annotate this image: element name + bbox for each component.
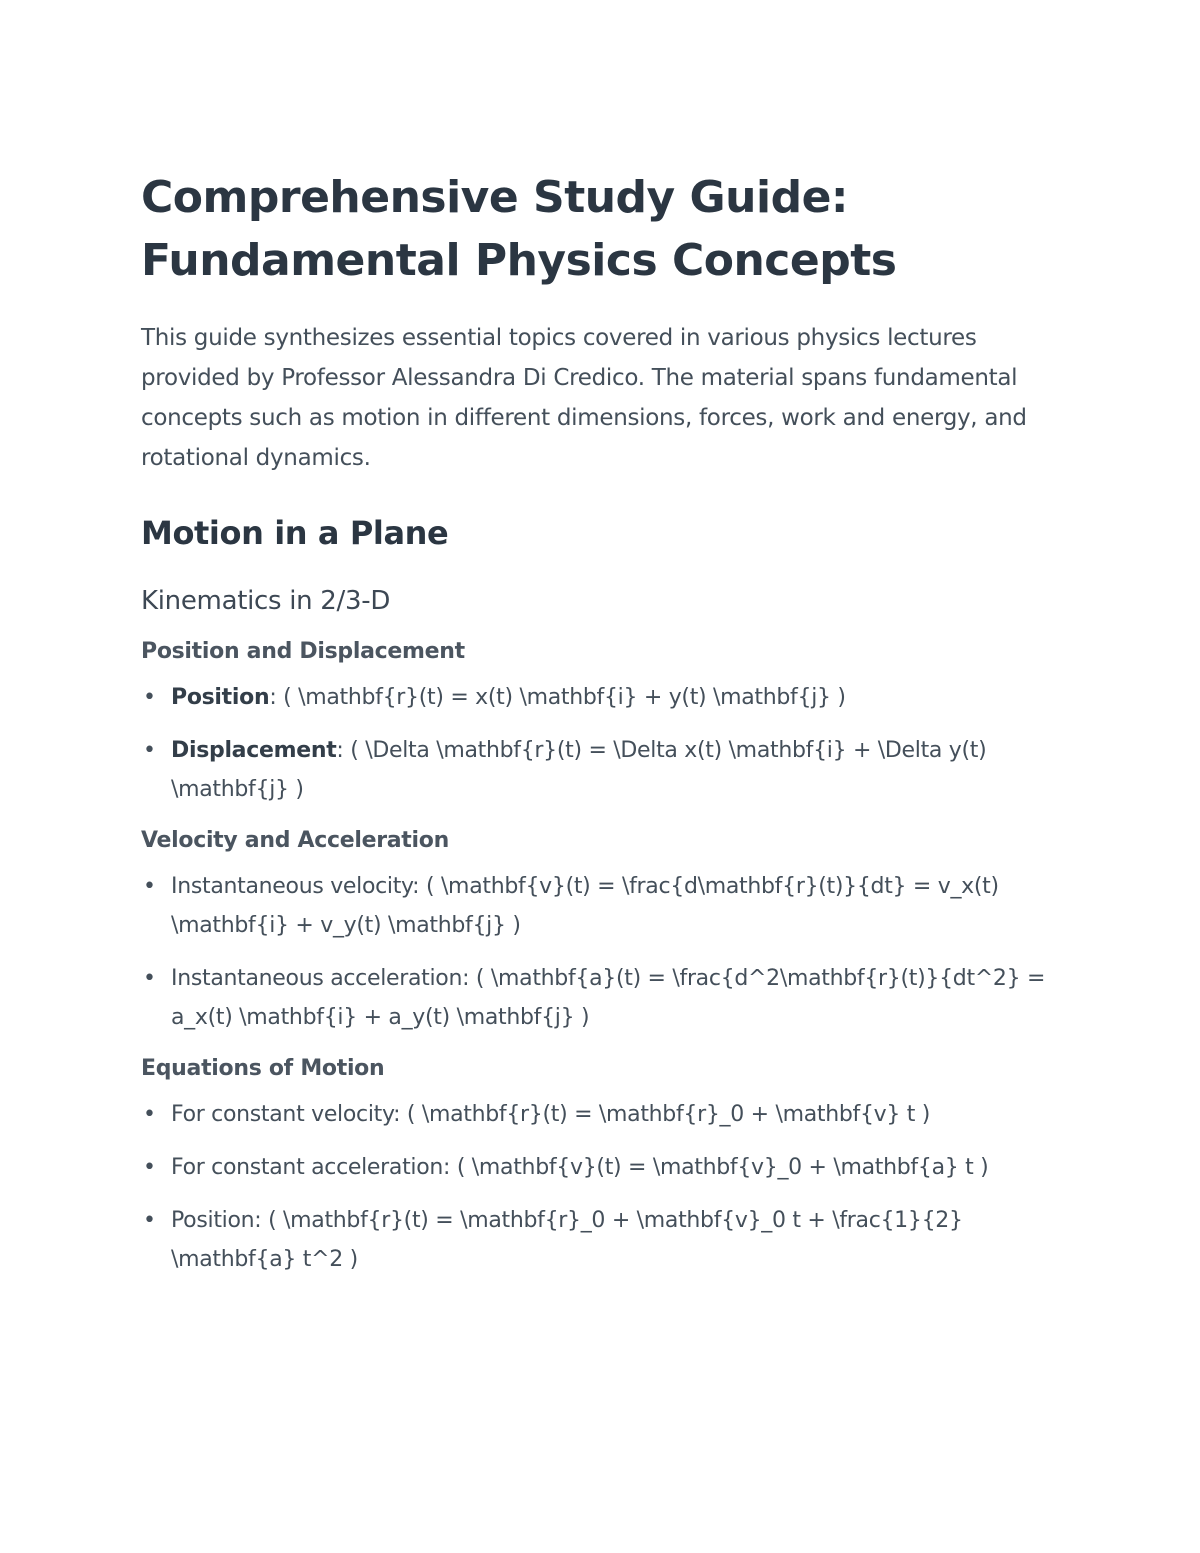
list-item <box>141 731 1050 809</box>
group-heading-velocity-acceleration: Velocity and Acceleration <box>141 828 449 853</box>
bullet-icon: • <box>143 874 156 899</box>
title-line-1: Comprehensive Study Guide: <box>141 172 849 223</box>
bullet-icon: • <box>143 1155 156 1180</box>
list-item <box>141 678 1050 717</box>
bullet-icon: • <box>143 1102 156 1127</box>
item-separator: : <box>269 685 284 710</box>
list-equations-of-motion <box>141 1095 1050 1279</box>
list-item <box>141 867 1050 945</box>
list-item <box>141 1201 1050 1279</box>
section-heading: Motion in a Plane <box>141 514 449 552</box>
bullet-icon: • <box>143 966 156 991</box>
item-text: Instantaneous acceleration: ( \mathbf{a}(t) = \frac{d^2\mathbf{r}(t)}{dt^2} = a_x(t) \mathbf{i} + a_y(t) \mathbf{j} ) <box>171 966 1046 1030</box>
group-heading-equations-of-motion: Equations of Motion <box>141 1056 385 1081</box>
group-heading-position-displacement: Position and Displacement <box>141 639 465 664</box>
item-text: For constant velocity: ( \mathbf{r}(t) = \mathbf{r}_0 + \mathbf{v} t ) <box>171 1102 931 1127</box>
document-title <box>141 166 1050 292</box>
bullet-icon: • <box>143 1208 156 1233</box>
title-line-2: Fundamental Physics Concepts <box>141 235 897 286</box>
subsection-heading: Kinematics in 2/3-D <box>141 586 391 616</box>
item-text: Position: ( \mathbf{r}(t) = \mathbf{r}_0 + \mathbf{v}_0 t + \frac{1}{2} \mathbf{a} t^2 ) <box>171 1208 963 1272</box>
intro-paragraph: This guide synthesizes essential topics covered in various physics lectures provided by Professor Alessandra Di Credico. The material spans fundamental concepts such as motion in different dimensions, forces, work and energy, and rotational dynamics. <box>141 325 1027 471</box>
bullet-icon: • <box>143 738 156 763</box>
list-item <box>141 959 1050 1037</box>
bullet-icon: • <box>143 685 156 710</box>
item-separator: : <box>336 738 351 763</box>
list-velocity-acceleration <box>141 867 1050 1037</box>
list-item <box>141 1148 1050 1187</box>
item-text: ( \Delta \mathbf{r}(t) = \Delta x(t) \mathbf{i} + \Delta y(t) \mathbf{j} ) <box>171 738 987 802</box>
item-term: Displacement <box>171 738 337 763</box>
item-text: ( \mathbf{r}(t) = x(t) \mathbf{i} + y(t) \mathbf{j} ) <box>283 685 846 710</box>
item-text: Instantaneous velocity: ( \mathbf{v}(t) = \frac{d\mathbf{r}(t)}{dt} = v_x(t) \mathbf{i} + v_y(t) \mathbf{j} ) <box>171 874 999 938</box>
list-item <box>141 1095 1050 1134</box>
list-position-displacement <box>141 678 1050 809</box>
item-text: For constant acceleration: ( \mathbf{v}(t) = \mathbf{v}_0 + \mathbf{a} t ) <box>171 1155 989 1180</box>
item-term: Position <box>171 685 270 710</box>
